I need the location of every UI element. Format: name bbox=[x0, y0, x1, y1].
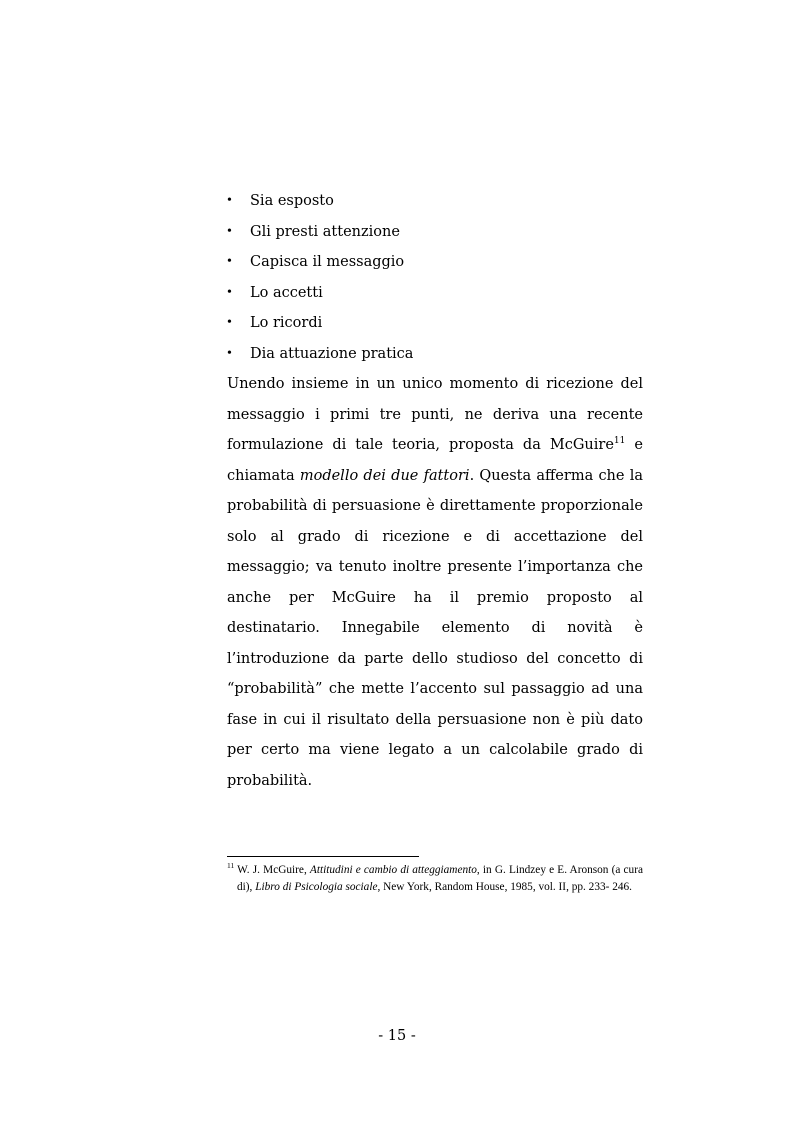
bullet-icon: • bbox=[227, 315, 232, 330]
main-paragraph bbox=[227, 369, 643, 796]
bullet-icon: • bbox=[227, 284, 232, 300]
footnote-ref[interactable]: 11 bbox=[613, 436, 626, 447]
list-item bbox=[227, 247, 643, 278]
list-item bbox=[227, 308, 643, 339]
footnote bbox=[227, 862, 643, 896]
bullet-icon: • bbox=[227, 193, 232, 208]
list-item-text: Lo ricordi bbox=[250, 315, 323, 331]
footnote-title2: Libro di Psicologia sociale bbox=[255, 881, 378, 893]
list-item bbox=[227, 186, 643, 217]
list-item-text: Gli presti attenzione bbox=[250, 223, 400, 240]
paragraph-part3: . Questa afferma che la probabilità di persuasione è direttamente proporzionale solo al grado di ricezione e di accettazione del messaggio; va tenuto inoltre presente l’importanza che anche per McGuire ha il premio proposto al destinatario. Innegabile elemento di novità è l’introduzione da parte dello studioso del concetto di “probabilità” che mette l’accento sul passaggio ad una fase in cui il risultato della persuasione non è più dato per certo ma viene legato a un calcolabile grado di probabilità. bbox=[227, 467, 643, 789]
list-item bbox=[227, 217, 643, 248]
bullet-list bbox=[227, 186, 643, 369]
list-item-text: Dia attuazione pratica bbox=[250, 345, 414, 362]
bullet-icon: • bbox=[227, 345, 232, 361]
footnote-number: 11 bbox=[227, 861, 235, 871]
list-item bbox=[227, 278, 643, 309]
list-item-text: Lo accetti bbox=[250, 284, 323, 301]
paragraph-part2: e chiamata bbox=[227, 437, 643, 484]
paragraph-part1: Unendo insieme in un unico momento di ricezione del messaggio i primi tre punti, ne deriva una recente formulazione di tale teoria, proposta da McGuire bbox=[227, 376, 643, 453]
list-item-text: Sia esposto bbox=[250, 193, 334, 209]
footnote-title1: Attitudini e cambio di atteggiamento bbox=[309, 864, 477, 876]
list-item bbox=[227, 339, 643, 370]
bullet-icon: • bbox=[227, 223, 232, 239]
page-number: - 15 - bbox=[378, 1028, 416, 1044]
footnote-author: W. J. McGuire, bbox=[234, 864, 310, 876]
footnote-divider bbox=[227, 856, 419, 857]
footnote-mid: , in G. Lindzey e E. Aronson (a cura di), bbox=[237, 864, 643, 893]
footnote-tail: , New York, Random House, 1985, vol. II, pp. 233- 246. bbox=[377, 881, 632, 893]
italic-term: modello dei due fattori bbox=[299, 467, 470, 484]
body-text bbox=[227, 186, 643, 796]
list-item-text: Capisca il messaggio bbox=[250, 254, 405, 270]
footnote-body bbox=[227, 862, 643, 896]
bullet-icon: • bbox=[227, 254, 232, 269]
